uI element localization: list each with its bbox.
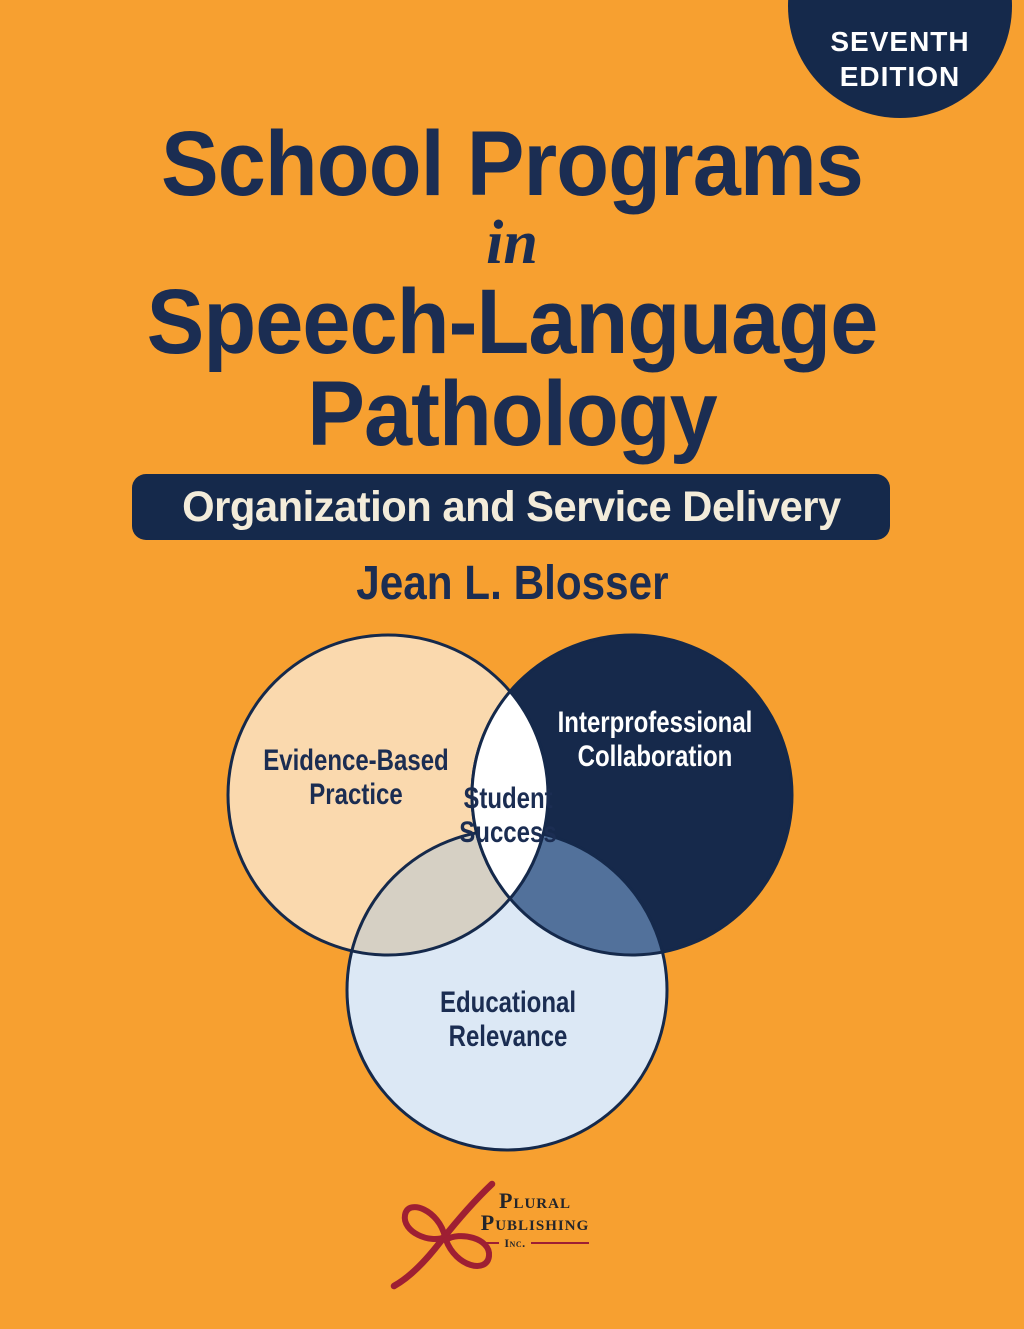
label-educational-relevance: Educational Relevance [439, 986, 577, 1053]
venn-diagram [212, 620, 812, 1165]
inc-rule-right [531, 1242, 589, 1245]
edition-badge [788, 0, 1012, 118]
edition-word-2: EDITION [839, 61, 961, 92]
title-line-2: Speech-Language [146, 271, 878, 373]
inc-rule-left [481, 1242, 499, 1245]
label-student-success: Student Success [459, 782, 557, 849]
publisher-suffix: Inc. [504, 1236, 526, 1250]
author-name: Jean L. Blosser [355, 557, 669, 610]
subtitle-banner [132, 474, 890, 540]
title-connector: in [486, 209, 538, 277]
publisher-name-line-1: Plural [499, 1188, 571, 1213]
edition-word-1: SEVENTH [830, 26, 970, 57]
label-interprofessional-collaboration: Interprofessional Collaboration [557, 706, 753, 773]
edition-badge-text [788, 24, 1012, 94]
subtitle-text: Organization and Service Delivery [181, 482, 841, 531]
publisher-wordmark [460, 1190, 610, 1249]
publisher-inc-row [460, 1237, 610, 1249]
publisher-name-line-2: Publishing [480, 1210, 590, 1235]
label-evidence-based-practice: Evidence-Based Practice [263, 744, 449, 811]
title-line-3: Pathology [307, 363, 717, 465]
title-line-1: School Programs [161, 113, 863, 215]
